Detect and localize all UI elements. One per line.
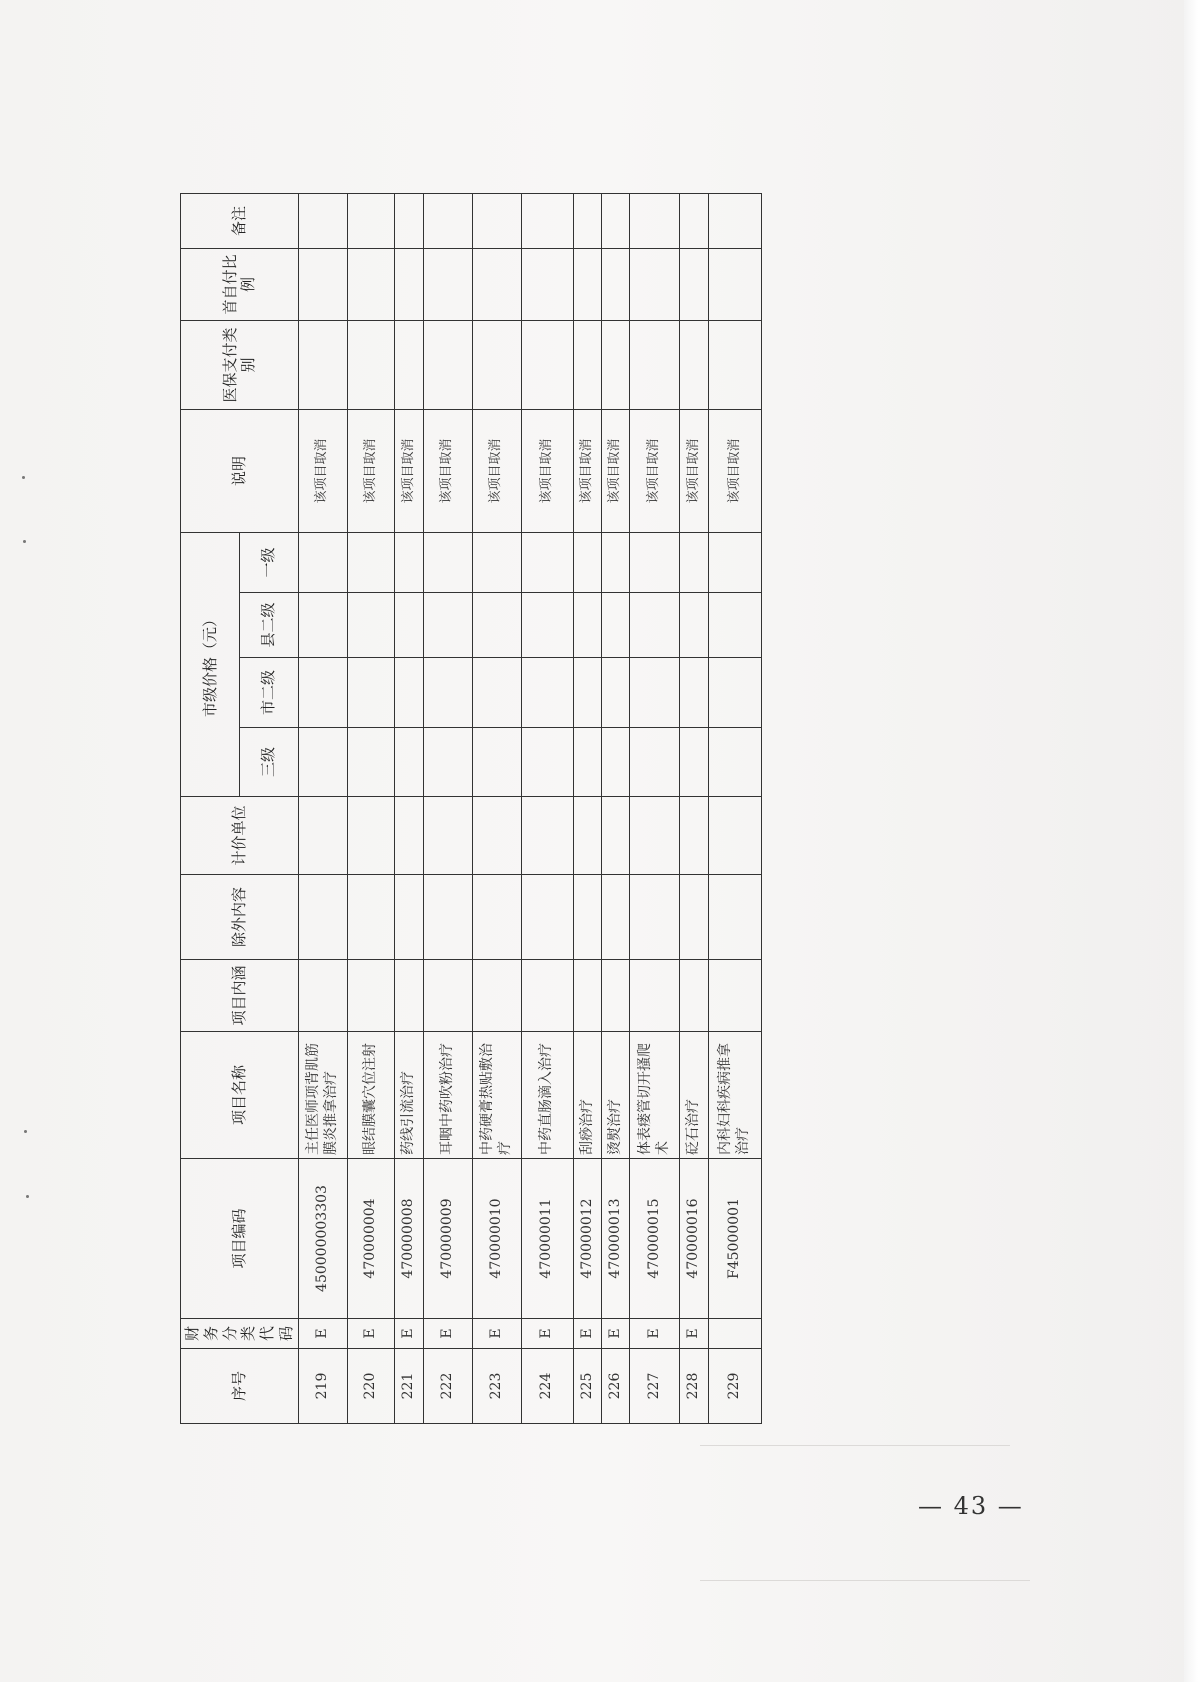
seq-cell: 222: [423, 1349, 472, 1424]
item-content-cell: [601, 960, 629, 1032]
self-pay-ratio-cell: [573, 248, 601, 320]
item-code-cell: 470000004: [347, 1159, 395, 1319]
self-pay-ratio-cell: [395, 248, 423, 320]
item-name-cell: 中药硬膏热贴敷治疗: [472, 1032, 521, 1159]
self-pay-ratio-cell: [521, 248, 573, 320]
description-cell: 该项目取消: [601, 409, 629, 532]
insurance-type-cell: [630, 320, 680, 409]
bleed-through-line: [700, 1580, 1030, 1581]
exclusion-cell: [423, 875, 472, 960]
page-edge: [1184, 0, 1198, 1682]
remark-cell: [395, 193, 423, 248]
table-row: [601, 193, 629, 1423]
price-level1-cell: [298, 532, 347, 592]
price-city-level2-cell: [601, 658, 629, 728]
finance-code-cell: E: [630, 1319, 680, 1349]
header-level1: 一级: [239, 532, 298, 592]
exclusion-cell: [573, 875, 601, 960]
insurance-type-cell: [573, 320, 601, 409]
item-code-cell: F45000001: [709, 1159, 761, 1319]
scan-speck: [23, 540, 26, 543]
scan-speck: [24, 1130, 27, 1133]
price-level3-cell: [680, 728, 709, 797]
price-level3-cell: [423, 728, 472, 797]
description-cell: 该项目取消: [395, 409, 423, 532]
price-level3-cell: [573, 728, 601, 797]
price-city-level2-cell: [680, 658, 709, 728]
self-pay-ratio-cell: [709, 248, 761, 320]
header-city-price: 市级价格（元）: [181, 532, 240, 796]
page-number: — 43 —: [918, 1492, 1024, 1520]
price-level1-cell: [601, 532, 629, 592]
item-content-cell: [709, 960, 761, 1032]
self-pay-ratio-cell: [601, 248, 629, 320]
item-code-cell: 470000011: [521, 1159, 573, 1319]
unit-cell: [347, 797, 395, 875]
header-exclusion: 除外内容: [181, 875, 299, 960]
remark-cell: [521, 193, 573, 248]
header-item-name: 项目名称: [181, 1032, 299, 1159]
rotated-table-container: [180, 205, 751, 1424]
exclusion-cell: [395, 875, 423, 960]
item-name-cell: 耳咽中药吹粉治疗: [423, 1032, 472, 1159]
unit-cell: [423, 797, 472, 875]
exclusion-cell: [347, 875, 395, 960]
self-pay-ratio-cell: [347, 248, 395, 320]
price-level3-cell: [298, 728, 347, 797]
price-county-level2-cell: [709, 593, 761, 658]
header-seq: 序号: [181, 1349, 299, 1424]
price-city-level2-cell: [347, 658, 395, 728]
table-row: [298, 193, 347, 1423]
self-pay-ratio-cell: [630, 248, 680, 320]
price-county-level2-cell: [573, 593, 601, 658]
unit-cell: [472, 797, 521, 875]
price-county-level2-cell: [601, 593, 629, 658]
table-row: [423, 193, 472, 1423]
remark-cell: [298, 193, 347, 248]
finance-code-cell: E: [573, 1319, 601, 1349]
price-city-level2-cell: [395, 658, 423, 728]
insurance-type-cell: [680, 320, 709, 409]
seq-cell: 219: [298, 1349, 347, 1424]
unit-cell: [521, 797, 573, 875]
exclusion-cell: [298, 875, 347, 960]
table-row: [709, 193, 761, 1423]
scan-speck: [22, 476, 25, 479]
seq-cell: 228: [680, 1349, 709, 1424]
insurance-type-cell: [298, 320, 347, 409]
remark-cell: [472, 193, 521, 248]
insurance-type-cell: [601, 320, 629, 409]
item-code-cell: 470000012: [573, 1159, 601, 1319]
price-level3-cell: [630, 728, 680, 797]
finance-code-cell: E: [298, 1319, 347, 1349]
header-city-level2: 市二级: [239, 658, 298, 728]
insurance-type-cell: [347, 320, 395, 409]
price-level1-cell: [680, 532, 709, 592]
seq-cell: 220: [347, 1349, 395, 1424]
item-name-cell: 烫熨治疗: [601, 1032, 629, 1159]
item-name-cell: 砭石治疗: [680, 1032, 709, 1159]
insurance-type-cell: [395, 320, 423, 409]
price-level1-cell: [395, 532, 423, 592]
header-finance-code: 财务分类代码: [181, 1319, 299, 1349]
description-cell: 该项目取消: [573, 409, 601, 532]
item-content-cell: [680, 960, 709, 1032]
price-level1-cell: [521, 532, 573, 592]
seq-cell: 226: [601, 1349, 629, 1424]
description-cell: 该项目取消: [709, 409, 761, 532]
price-level3-cell: [347, 728, 395, 797]
seq-cell: 223: [472, 1349, 521, 1424]
price-level1-cell: [423, 532, 472, 592]
item-name-cell: 内科妇科疾病推拿治疗: [709, 1032, 761, 1159]
seq-cell: 224: [521, 1349, 573, 1424]
item-code-cell: 470000013: [601, 1159, 629, 1319]
header-description: 说明: [181, 409, 299, 532]
table-row: [573, 193, 601, 1423]
description-cell: 该项目取消: [630, 409, 680, 532]
price-level1-cell: [347, 532, 395, 592]
header-item-content: 项目内涵: [181, 960, 299, 1032]
header-level3: 三级: [239, 728, 298, 797]
item-name-cell: 眼结膜囊穴位注射: [347, 1032, 395, 1159]
remark-cell: [680, 193, 709, 248]
description-cell: 该项目取消: [521, 409, 573, 532]
unit-cell: [630, 797, 680, 875]
remark-cell: [601, 193, 629, 248]
finance-code-cell: [709, 1319, 761, 1349]
header-remark: 备注: [181, 193, 299, 248]
price-level1-cell: [630, 532, 680, 592]
table-row: [630, 193, 680, 1423]
price-city-level2-cell: [423, 658, 472, 728]
item-code-cell: 470000016: [680, 1159, 709, 1319]
finance-code-cell: E: [395, 1319, 423, 1349]
item-name-cell: 药线引流治疗: [395, 1032, 423, 1159]
item-code-cell: 450000003303: [298, 1159, 347, 1319]
price-level3-cell: [521, 728, 573, 797]
description-cell: 该项目取消: [298, 409, 347, 532]
item-content-cell: [472, 960, 521, 1032]
seq-cell: 227: [630, 1349, 680, 1424]
price-level3-cell: [709, 728, 761, 797]
description-cell: 该项目取消: [423, 409, 472, 532]
price-county-level2-cell: [521, 593, 573, 658]
price-level3-cell: [472, 728, 521, 797]
finance-code-cell: E: [601, 1319, 629, 1349]
header-county-level2: 县二级: [239, 593, 298, 658]
price-county-level2-cell: [395, 593, 423, 658]
price-city-level2-cell: [573, 658, 601, 728]
table-row: [472, 193, 521, 1423]
remark-cell: [573, 193, 601, 248]
finance-code-cell: E: [423, 1319, 472, 1349]
unit-cell: [709, 797, 761, 875]
finance-code-cell: E: [680, 1319, 709, 1349]
price-county-level2-cell: [298, 593, 347, 658]
description-cell: 该项目取消: [472, 409, 521, 532]
exclusion-cell: [680, 875, 709, 960]
item-code-cell: 470000009: [423, 1159, 472, 1319]
insurance-type-cell: [472, 320, 521, 409]
price-county-level2-cell: [472, 593, 521, 658]
unit-cell: [395, 797, 423, 875]
scan-speck: [26, 1195, 29, 1198]
seq-cell: 229: [709, 1349, 761, 1424]
price-city-level2-cell: [472, 658, 521, 728]
table-row: [395, 193, 423, 1423]
table-row: [521, 193, 573, 1423]
remark-cell: [423, 193, 472, 248]
insurance-type-cell: [521, 320, 573, 409]
price-level1-cell: [709, 532, 761, 592]
exclusion-cell: [472, 875, 521, 960]
table-row: [680, 193, 709, 1423]
exclusion-cell: [601, 875, 629, 960]
price-level1-cell: [573, 532, 601, 592]
self-pay-ratio-cell: [472, 248, 521, 320]
header-insurance-type: 医保支付类别: [181, 320, 299, 409]
item-content-cell: [347, 960, 395, 1032]
price-level1-cell: [472, 532, 521, 592]
remark-cell: [630, 193, 680, 248]
unit-cell: [601, 797, 629, 875]
item-name-cell: 主任医师项背肌筋膜炎推拿治疗: [298, 1032, 347, 1159]
item-code-cell: 470000015: [630, 1159, 680, 1319]
item-content-cell: [630, 960, 680, 1032]
seq-cell: 225: [573, 1349, 601, 1424]
self-pay-ratio-cell: [298, 248, 347, 320]
finance-code-cell: E: [347, 1319, 395, 1349]
self-pay-ratio-cell: [680, 248, 709, 320]
price-city-level2-cell: [521, 658, 573, 728]
item-content-cell: [298, 960, 347, 1032]
price-county-level2-cell: [630, 593, 680, 658]
price-table: [180, 193, 762, 1424]
description-cell: 该项目取消: [680, 409, 709, 532]
unit-cell: [298, 797, 347, 875]
remark-cell: [347, 193, 395, 248]
item-code-cell: 470000010: [472, 1159, 521, 1319]
insurance-type-cell: [709, 320, 761, 409]
exclusion-cell: [630, 875, 680, 960]
price-county-level2-cell: [423, 593, 472, 658]
insurance-type-cell: [423, 320, 472, 409]
finance-code-cell: E: [472, 1319, 521, 1349]
seq-cell: 221: [395, 1349, 423, 1424]
item-name-cell: 刮痧治疗: [573, 1032, 601, 1159]
description-cell: 该项目取消: [347, 409, 395, 532]
price-county-level2-cell: [680, 593, 709, 658]
remark-cell: [709, 193, 761, 248]
unit-cell: [573, 797, 601, 875]
header-self-pay-ratio: 首自付比例: [181, 248, 299, 320]
item-name-cell: 中药直肠滴入治疗: [521, 1032, 573, 1159]
price-city-level2-cell: [709, 658, 761, 728]
header-item-code: 项目编码: [181, 1159, 299, 1319]
item-name-cell: 体表瘘管切开搔爬术: [630, 1032, 680, 1159]
price-city-level2-cell: [298, 658, 347, 728]
item-code-cell: 470000008: [395, 1159, 423, 1319]
exclusion-cell: [709, 875, 761, 960]
item-content-cell: [423, 960, 472, 1032]
table-row: [347, 193, 395, 1423]
finance-code-cell: E: [521, 1319, 573, 1349]
price-level3-cell: [601, 728, 629, 797]
unit-cell: [680, 797, 709, 875]
header-unit: 计价单位: [181, 797, 299, 875]
exclusion-cell: [521, 875, 573, 960]
price-level3-cell: [395, 728, 423, 797]
price-county-level2-cell: [347, 593, 395, 658]
item-content-cell: [521, 960, 573, 1032]
price-city-level2-cell: [630, 658, 680, 728]
item-content-cell: [573, 960, 601, 1032]
item-content-cell: [395, 960, 423, 1032]
self-pay-ratio-cell: [423, 248, 472, 320]
bleed-through-line: [700, 1445, 1010, 1446]
